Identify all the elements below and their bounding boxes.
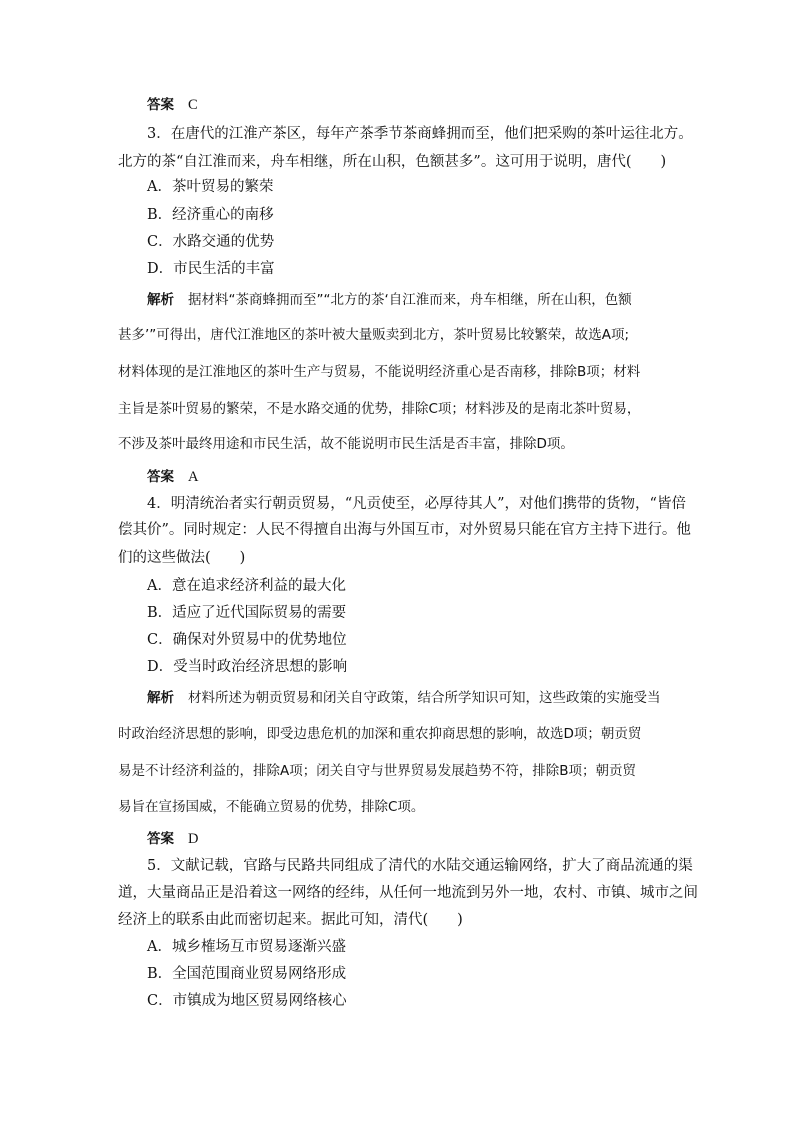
answer-line xyxy=(147,829,198,849)
question-5-stem-3: 经济上的联系由此而密切起来。据此可知，清代( ) xyxy=(118,912,463,928)
answer-label: 答案 xyxy=(147,469,174,485)
explanation-3-line-3: 材料体现的是江淮地区的茶叶生产与贸易，不能说明经济重心是否南移，排除B项；材料 xyxy=(118,364,641,380)
answer-label: 答案 xyxy=(147,831,174,847)
answer-line xyxy=(147,95,198,115)
question-3-option-b: B．经济重心的南移 xyxy=(147,207,274,223)
question-4-option-c: C．确保对外贸易中的优势地位 xyxy=(147,632,347,648)
question-4-stem-2: 偿其价”。同时规定：人民不得擅自出海与外国互市，对外贸易只能在官方主持下进行。他 xyxy=(118,522,691,538)
answer-label: 答案 xyxy=(147,97,174,113)
question-4-stem-1: 4．明清统治者实行朝贡贸易，“凡贡使至，必厚待其人”，对他们携带的货物，“皆倍 xyxy=(147,496,686,512)
question-3-option-c: C．水路交通的优势 xyxy=(147,234,275,250)
explanation-4-line-3: 易是不计经济利益的，排除A项；闭关自守与世界贸易发展趋势不符，排除B项；朝贡贸 xyxy=(118,763,636,779)
answer-value: D xyxy=(188,831,199,847)
question-5-option-c: C．市镇成为地区贸易网络核心 xyxy=(147,993,347,1009)
question-3-stem-2: 北方的茶“自江淮而来，舟车相继，所在山积，色额甚多”。这可用于说明，唐代( ) xyxy=(118,154,667,170)
question-5-stem-1: 5．文献记载，官路与民路共同组成了清代的水陆交通运输网络，扩大了商品流通的渠 xyxy=(147,858,693,874)
question-4-option-a: A．意在追求经济利益的最大化 xyxy=(147,578,346,594)
explanation-4-line-4: 易旨在宣扬国威，不能确立贸易的优势，排除C项。 xyxy=(118,799,425,815)
explanation-3-line-1: 解析 据材料“茶商蜂拥而至”“北方的茶‘自江淮而来，舟车相继，所在山积，色额 xyxy=(147,292,632,308)
explanation-label: 解析 xyxy=(147,292,174,308)
question-4-stem-3: 们的这些做法( ) xyxy=(118,550,246,566)
explanation-3-line-2: 甚多’”可得出，唐代江淮地区的茶叶被大量贩卖到北方，茶叶贸易比较繁荣，故选A项; xyxy=(118,327,630,343)
explanation-4-line-2: 时政治经济思想的影响，即受边患危机的加深和重农抑商思想的影响，故选D项；朝贡贸 xyxy=(118,726,642,742)
explanation-3-line-4: 主旨是茶叶贸易的繁荣，不是水路交通的优势，排除C项；材料涉及的是南北茶叶贸易， xyxy=(118,401,641,417)
question-3-option-a: A．茶叶贸易的繁荣 xyxy=(147,179,274,195)
explanation-label: 解析 xyxy=(147,690,174,706)
answer-value: C xyxy=(188,97,198,113)
question-5-option-b: B．全国范围商业贸易网络形成 xyxy=(147,966,347,982)
question-4-option-b: B．适应了近代国际贸易的需要 xyxy=(147,605,347,621)
question-4-option-d: D．受当时政治经济思想的影响 xyxy=(147,659,348,675)
question-3-stem-1: 3．在唐代的江淮产茶区，每年产茶季节茶商蜂拥而至，他们把采购的茶叶运往北方。 xyxy=(147,126,693,142)
explanation-3-line-5: 不涉及茶叶最终用途和市民生活，故不能说明市民生活是否丰富，排除D项。 xyxy=(118,436,574,452)
answer-value: A xyxy=(188,469,199,485)
answer-line xyxy=(147,467,198,487)
question-5-stem-2: 道，大量商品正是沿着这一网络的经纬，从任何一地流到另外一地，农村、市镇、城市之间 xyxy=(118,885,698,901)
explanation-4-line-1: 解析 材料所述为朝贡贸易和闭关自守政策，结合所学知识可知，这些政策的实施受当 xyxy=(147,690,661,706)
question-5-option-a: A．城乡榷场互市贸易逐渐兴盛 xyxy=(147,939,346,955)
question-3-option-d: D．市民生活的丰富 xyxy=(147,261,275,277)
